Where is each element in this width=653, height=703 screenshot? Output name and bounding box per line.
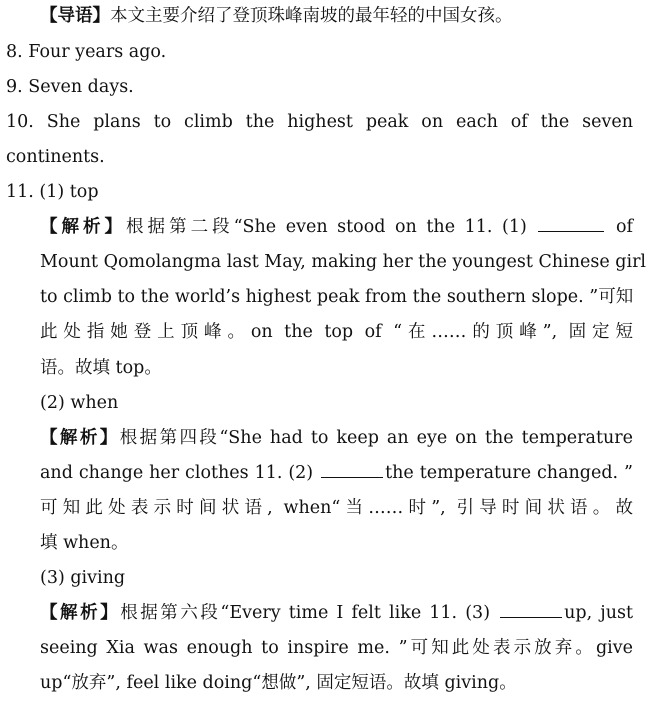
answer-blank xyxy=(321,476,383,478)
analysis-1-line-1-a: 根据第二段“She even stood on the 11. (1) xyxy=(126,217,527,237)
analysis-2-line-2-b: the temperature changed. ” xyxy=(385,463,633,483)
analysis-2-tag: 【解析】 xyxy=(40,428,120,448)
analysis-1-line-1-b: of xyxy=(615,217,633,237)
analysis-2-line-2 xyxy=(40,461,633,485)
analysis-2-line-1 xyxy=(40,426,633,450)
answer-10-line-2: continents. xyxy=(6,147,105,167)
answer-11-3-label: (3) giving xyxy=(40,568,126,588)
intro-line xyxy=(40,4,513,28)
analysis-3-line-1 xyxy=(40,601,633,625)
analysis-2-line-2-a: and change her clothes 11. (2) xyxy=(40,463,314,483)
analysis-1-tag: 【解析】 xyxy=(40,217,127,237)
analysis-3-line-2: seeing Xia was enough to inspire me. ”可知此处表示放弃。give xyxy=(40,638,633,658)
analysis-1-line-4: 此处指她登上顶峰。on the top of “在……的顶峰”, 固定短 xyxy=(40,322,633,342)
answer-8: 8. Four years ago. xyxy=(6,42,167,62)
intro-tag: 【导语】 xyxy=(40,6,110,26)
answer-9: 9. Seven days. xyxy=(6,77,134,97)
analysis-1-line-3: to climb to the world’s highest peak from the southern slope. ”可知 xyxy=(40,287,634,307)
analysis-1-line-2: Mount Qomolangma last May, making her the youngest Chinese girl xyxy=(40,252,647,272)
analysis-3-tag: 【解析】 xyxy=(40,603,121,623)
analysis-1-line-5: 语。故填 top。 xyxy=(40,358,162,378)
analysis-3-line-3: up“放弃”, feel like doing“想做”, 固定短语。故填 giving。 xyxy=(40,673,517,693)
answer-blank xyxy=(538,230,604,232)
answer-11-1-label: 11. (1) top xyxy=(6,182,99,202)
analysis-2-line-1-text: 根据第四段“She had to keep an eye on the temperature xyxy=(119,428,633,448)
answer-11-2-label: (2) when xyxy=(40,393,119,413)
answer-blank xyxy=(500,616,562,618)
analysis-3-line-1-b: up, just xyxy=(564,603,633,623)
intro-text: 本文主要介绍了登顶珠峰南坡的最年轻的中国女孩。 xyxy=(110,6,513,26)
analysis-2-line-3: 可知此处表示时间状语, when“当……时”, 引导时间状语。故 xyxy=(40,498,633,518)
analysis-1-line-1 xyxy=(40,215,633,239)
answer-10-line-1: 10. She plans to climb the highest peak on each of the seven xyxy=(6,112,633,132)
analysis-2-line-4: 填 when。 xyxy=(40,533,129,553)
analysis-3-line-1-a: 根据第六段“Every time I felt like 11. (3) xyxy=(120,603,491,623)
